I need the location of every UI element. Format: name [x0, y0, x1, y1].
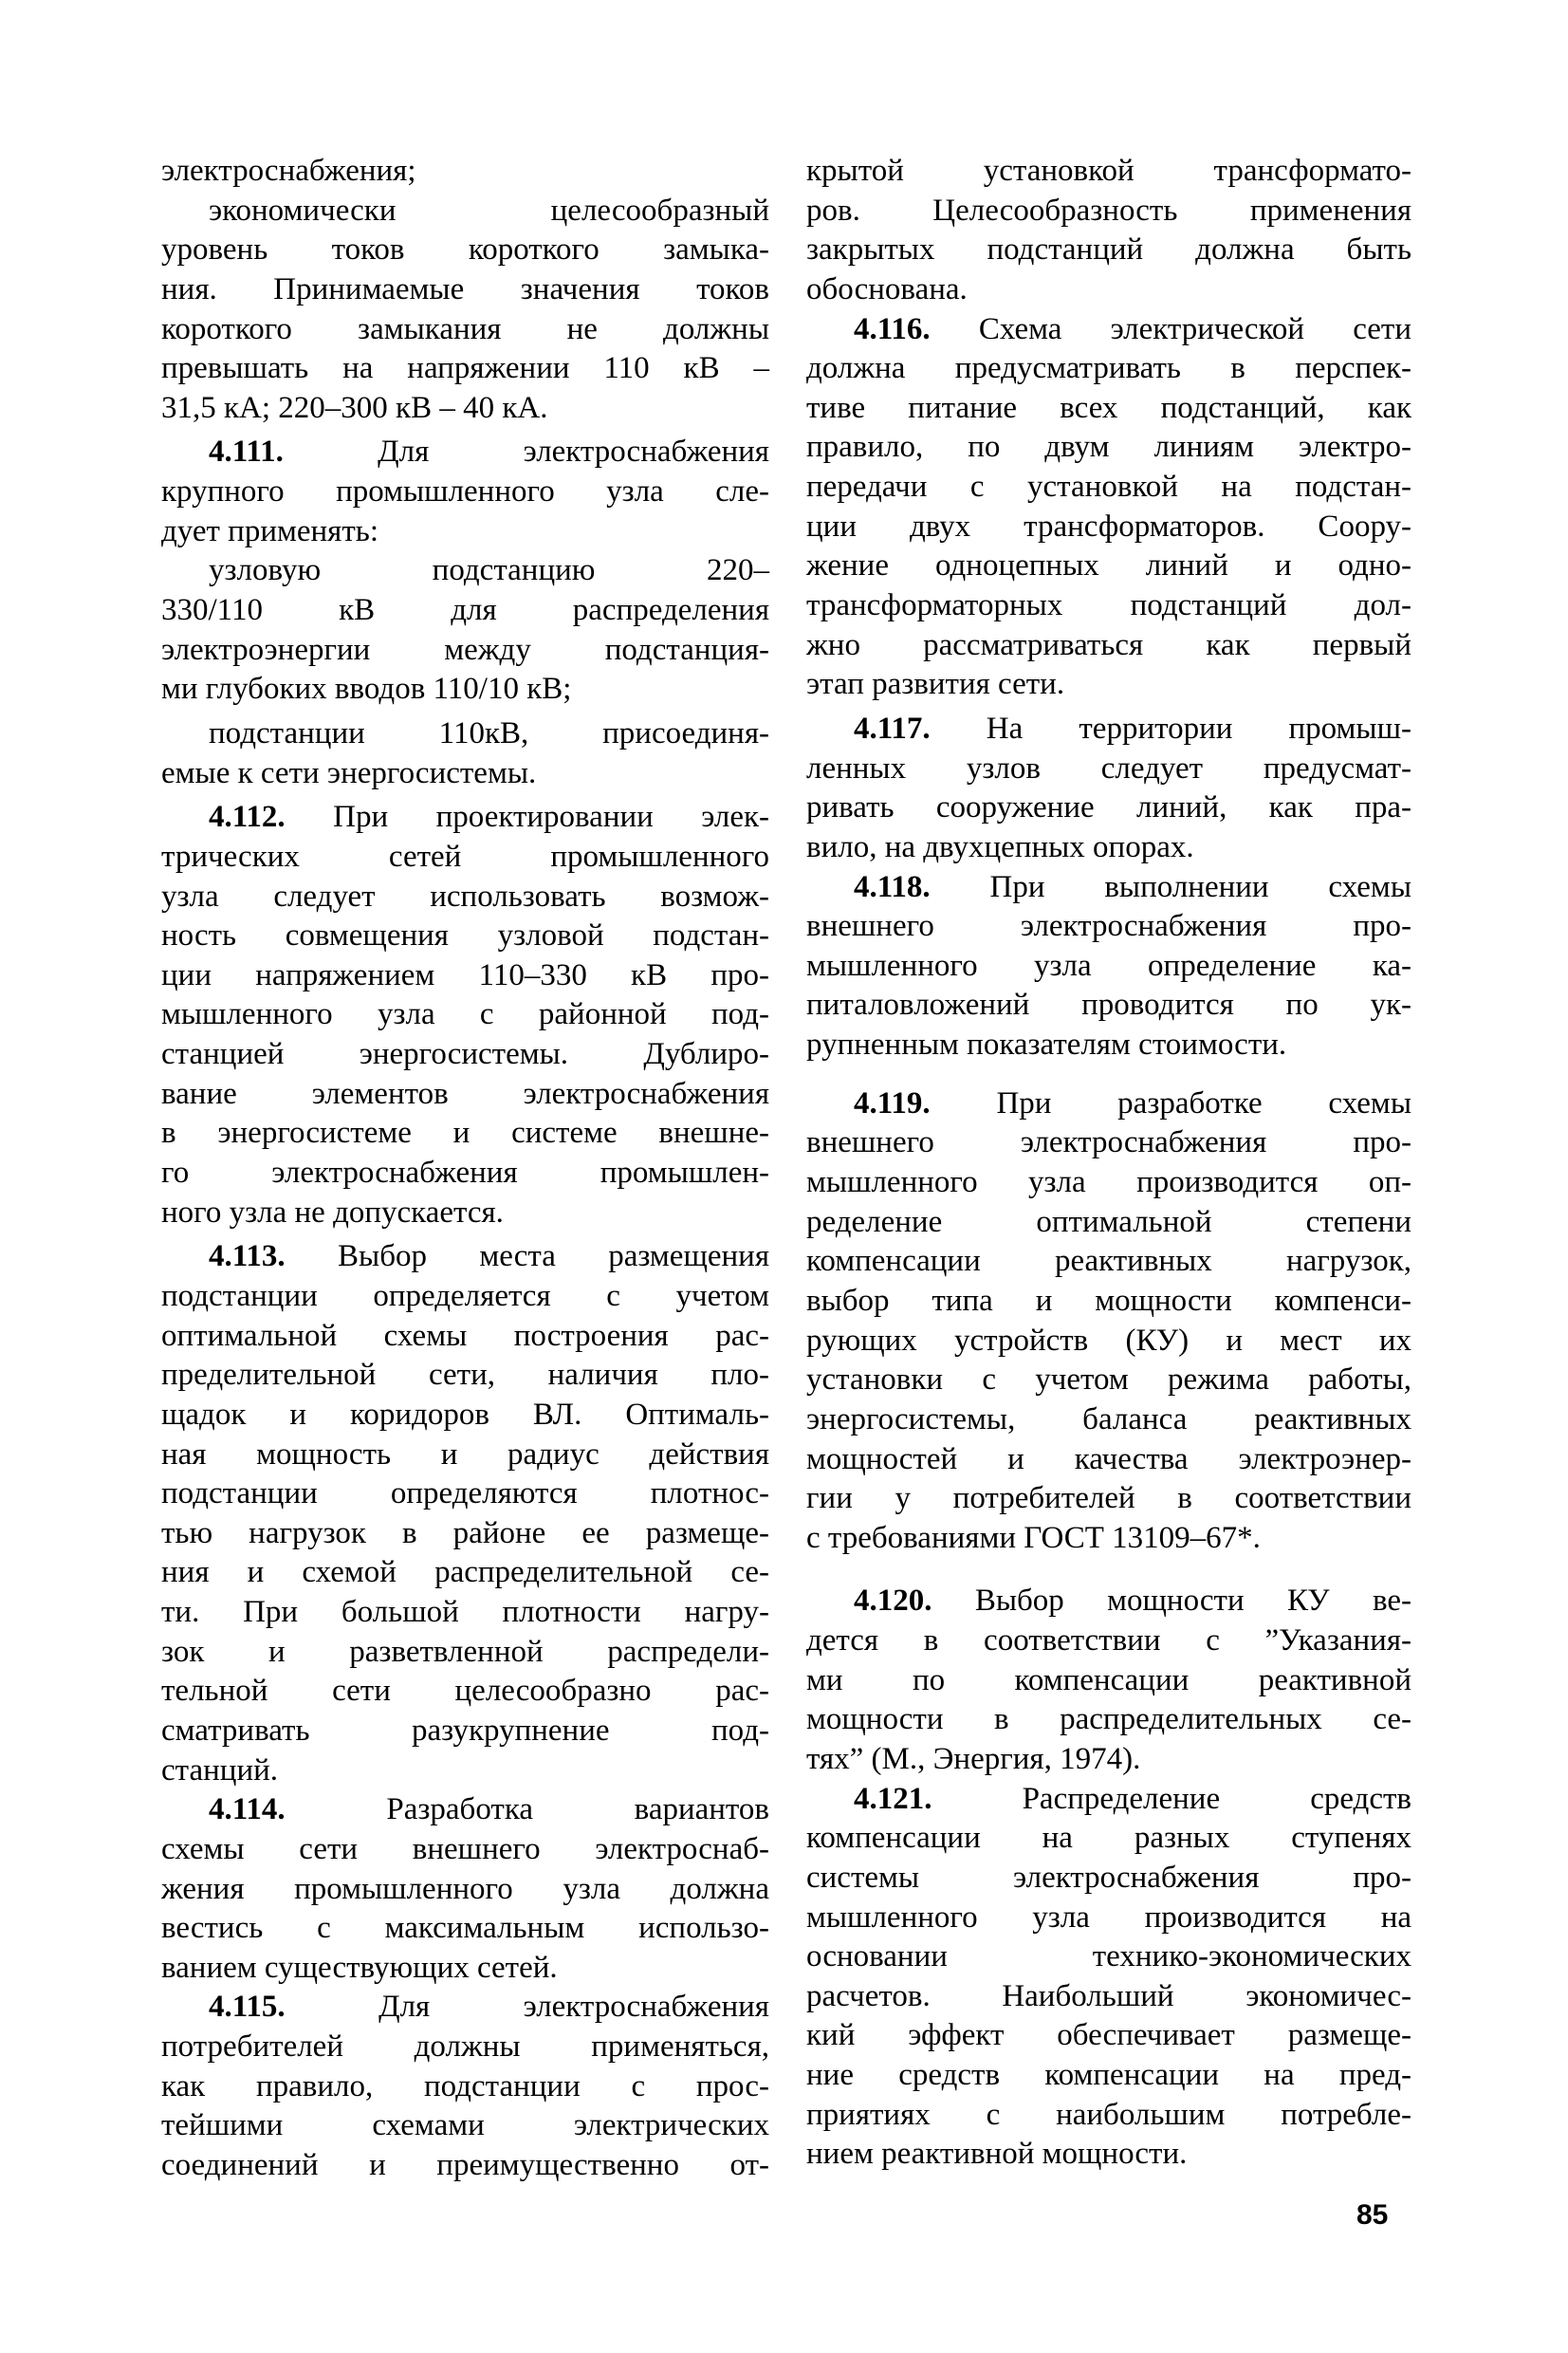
text-line — [806, 1400, 1411, 1440]
text-line — [806, 788, 1411, 828]
text-line — [806, 1582, 1411, 1621]
text-line — [161, 270, 769, 310]
line-text: компенсации на разных ступенях — [806, 1821, 1411, 1856]
line-text: трансформаторных подстанций дол- — [806, 588, 1411, 623]
text-line — [806, 2135, 1411, 2175]
clause-number: 4.118. — [854, 869, 931, 904]
line-text: энергосистемы, баланса реактивных — [806, 1401, 1411, 1436]
line-text: электроснабжения; — [161, 154, 416, 188]
line-text: короткого замыкания не должны — [161, 311, 769, 346]
text-line — [161, 231, 769, 270]
line-text: подстанции определяется с учетом — [161, 1278, 769, 1313]
line-text: мышленного узла определение ка- — [806, 948, 1411, 983]
line-text: передачи с установкой на подстан- — [806, 470, 1411, 505]
line-text: ми по компенсации реактивной — [806, 1662, 1411, 1697]
text-line — [806, 1440, 1411, 1480]
line-text: ти. При большой плотности нагру- — [161, 1595, 769, 1630]
text-line — [806, 986, 1411, 1026]
line-text: 330/110 кВ для распределения — [161, 593, 769, 628]
text-line — [806, 947, 1411, 987]
line-text: Выбор мощности КУ ве- — [932, 1584, 1411, 1619]
text-line — [161, 472, 769, 512]
line-text: На территории промыш- — [930, 711, 1411, 746]
line-text: При разработке схемы — [930, 1085, 1411, 1121]
line-text: этап развития сети. — [806, 667, 1065, 702]
text-line — [161, 838, 769, 878]
text-line — [806, 1084, 1411, 1124]
text-line — [806, 547, 1411, 586]
text-line — [806, 1700, 1411, 1740]
clause-number: 4.114. — [209, 1792, 286, 1827]
line-text: уровень токов короткого замыка- — [161, 232, 769, 268]
line-text: с требованиями ГОСТ 13109–67*. — [806, 1520, 1261, 1555]
text-line — [806, 1163, 1411, 1203]
line-text: ров. Целесообразность применения — [806, 193, 1411, 228]
left-column — [161, 152, 769, 2186]
line-text: ния. Принимаемые значения токов — [161, 271, 769, 306]
clause-number: 4.120. — [854, 1584, 932, 1619]
clause-number: 4.116. — [854, 311, 931, 346]
line-text: должна предусматривать в перспек- — [806, 351, 1411, 386]
line-text: компенсации реактивных нагрузок, — [806, 1244, 1411, 1279]
line-text: приятиях с наибольшим потребле- — [806, 2097, 1411, 2132]
text-line — [161, 1909, 769, 1949]
line-text: потребителей должны применяться, — [161, 2029, 769, 2065]
line-text: 31,5 кА; 220–300 кВ – 40 кА. — [161, 390, 548, 425]
text-line — [161, 1396, 769, 1436]
text-line — [161, 956, 769, 996]
line-text: тиве питание всех подстанций, как — [806, 390, 1411, 425]
text-line — [806, 508, 1411, 547]
text-line — [161, 995, 769, 1035]
line-text: станцией энергосистемы. Дублиро- — [161, 1037, 769, 1072]
line-text: мощности в распределительных се- — [806, 1702, 1411, 1737]
text-line — [806, 1361, 1411, 1400]
page-number: 85 — [1356, 2199, 1389, 2231]
line-text: узла следует использовать возмож- — [161, 879, 769, 914]
line-text: Для электроснабжения — [285, 1990, 769, 2025]
line-text: Для электроснабжения — [283, 435, 769, 470]
text-line — [161, 1712, 769, 1751]
text-line — [806, 1899, 1411, 1938]
line-text: питаловложений проводится по ук- — [806, 988, 1411, 1023]
text-line — [806, 349, 1411, 389]
text-line — [806, 2016, 1411, 2056]
line-text: пределительной сети, наличия пло- — [161, 1358, 769, 1393]
line-text: ная мощность и радиус действия — [161, 1436, 769, 1472]
line-text: При выполнении схемы — [930, 869, 1411, 904]
line-text: в энергосистеме и системе внешне- — [161, 1116, 769, 1151]
text-line — [161, 1830, 769, 1870]
text-line — [161, 1790, 769, 1830]
text-line — [161, 917, 769, 956]
line-text: внешнего электроснабжения про- — [806, 909, 1411, 944]
text-line — [161, 1277, 769, 1317]
text-line — [161, 2106, 769, 2146]
line-text: ределение оптимальной степени — [806, 1204, 1411, 1239]
line-text: Разработка вариантов — [285, 1792, 769, 1827]
text-line — [806, 192, 1411, 232]
line-text: нием реактивной мощности. — [806, 2137, 1188, 2172]
line-text: При проектировании элек- — [285, 800, 769, 835]
line-text: обоснована. — [806, 271, 968, 306]
text-line — [806, 2056, 1411, 2096]
text-line — [806, 231, 1411, 270]
text-line — [161, 631, 769, 671]
paragraph — [161, 152, 769, 192]
text-line — [806, 1937, 1411, 1977]
line-text: узловую подстанцию 220– — [209, 553, 769, 588]
text-line — [806, 626, 1411, 666]
line-text: станций. — [161, 1752, 279, 1788]
text-line — [161, 1075, 769, 1115]
paragraph — [806, 310, 1411, 705]
text-line — [161, 714, 769, 754]
line-text: дует применять: — [161, 513, 379, 548]
right-column — [806, 152, 1411, 2175]
line-text: жение одноцепных линий и одно- — [806, 548, 1411, 584]
text-line — [161, 1035, 769, 1075]
text-line — [806, 1819, 1411, 1859]
line-text: экономически целесообразный — [209, 193, 769, 228]
text-line — [806, 665, 1411, 705]
line-text: ции двух трансформаторов. Соору- — [806, 509, 1411, 544]
clause-number: 4.112. — [209, 800, 286, 835]
text-line — [161, 1672, 769, 1712]
line-text: подстанции определяются плотнос- — [161, 1476, 769, 1511]
paragraph — [161, 433, 769, 551]
text-line — [806, 389, 1411, 429]
line-text: ми глубоких вводов 110/10 кВ; — [161, 672, 572, 707]
line-text: мышленного узла производится на — [806, 1899, 1411, 1935]
text-line — [806, 1242, 1411, 1282]
line-text: Схема электрической сети — [930, 311, 1411, 346]
line-text: правило, по двум линиям электро- — [806, 430, 1411, 465]
line-text: вестись с максимальным использо- — [161, 1911, 769, 1946]
text-line — [161, 349, 769, 389]
line-text: основании технико-экономических — [806, 1939, 1411, 1974]
line-text: вило, на двухцепных опорах. — [806, 829, 1194, 864]
text-line — [806, 1780, 1411, 1820]
line-text: расчетов. Наибольший экономичес- — [806, 1978, 1411, 2013]
clause-number: 4.117. — [854, 711, 931, 746]
text-line — [161, 1514, 769, 1554]
line-text: электроэнергии между подстанция- — [161, 632, 769, 667]
line-text: превышать на напряжении 110 кВ – — [161, 351, 769, 386]
paragraph — [806, 1084, 1411, 1559]
clause-number: 4.111. — [209, 435, 284, 470]
text-line — [161, 1988, 769, 2028]
line-text: тейшими схемами электрических — [161, 2108, 769, 2143]
line-text: соединений и преимущественно от- — [161, 2148, 769, 2183]
text-line — [161, 1154, 769, 1194]
line-text: зок и разветвленной распредели- — [161, 1634, 769, 1669]
line-text: ции напряжением 110–330 кВ про- — [161, 957, 769, 992]
text-line — [161, 591, 769, 631]
line-text: крупного промышленного узла сле- — [161, 474, 769, 510]
line-text: крытой установкой трансформато- — [806, 154, 1411, 188]
text-line — [161, 551, 769, 591]
text-line — [161, 1356, 769, 1396]
text-line — [806, 1026, 1411, 1065]
line-text: выбор типа и мощности компенси- — [806, 1283, 1411, 1318]
text-line — [161, 389, 769, 429]
line-text: тельной сети целесообразно рас- — [161, 1674, 769, 1709]
line-text: сматривать разукрупнение под- — [161, 1713, 769, 1748]
line-text: закрытых подстанций должна быть — [806, 232, 1411, 268]
paragraph — [161, 798, 769, 1232]
text-line — [806, 428, 1411, 468]
text-line — [161, 754, 769, 794]
text-line — [806, 1479, 1411, 1519]
paragraph — [806, 710, 1411, 868]
text-line — [806, 1322, 1411, 1362]
text-line — [806, 868, 1411, 908]
line-text: трических сетей промышленного — [161, 839, 769, 874]
text-line — [806, 270, 1411, 310]
text-line — [161, 310, 769, 350]
line-text: схемы сети внешнего электроснаб- — [161, 1831, 769, 1866]
text-line — [806, 1621, 1411, 1661]
line-text: как правило, подстанции с прос- — [161, 2068, 769, 2103]
text-line — [806, 750, 1411, 789]
line-text: тях” (М., Энергия, 1974). — [806, 1741, 1141, 1776]
text-line — [806, 828, 1411, 868]
line-text: тью нагрузок в районе ее размеще- — [161, 1515, 769, 1550]
text-line — [806, 1859, 1411, 1899]
line-text: мощностей и качества электроэнер- — [806, 1441, 1411, 1476]
line-text: гии у потребителей в соответствии — [806, 1481, 1411, 1516]
paragraph — [806, 1582, 1411, 1779]
text-line — [806, 1519, 1411, 1559]
paragraph — [161, 551, 769, 710]
text-line — [161, 1593, 769, 1633]
text-line — [161, 1237, 769, 1277]
text-line — [161, 670, 769, 710]
text-line — [161, 1114, 769, 1154]
text-line — [161, 152, 769, 192]
text-line — [806, 2096, 1411, 2136]
line-text: установки с учетом режима работы, — [806, 1362, 1411, 1398]
line-text: мышленного узла производится оп- — [806, 1165, 1411, 1200]
text-line — [806, 1203, 1411, 1243]
line-text: жения промышленного узла должна — [161, 1871, 769, 1906]
text-line — [806, 1977, 1411, 2017]
clause-number: 4.115. — [209, 1990, 286, 2025]
text-line — [161, 433, 769, 472]
text-line — [806, 586, 1411, 626]
line-text: ность совмещения узловой подстан- — [161, 918, 769, 954]
text-line — [806, 710, 1411, 750]
text-line — [161, 1194, 769, 1233]
line-text: го электроснабжения промышлен- — [161, 1156, 769, 1191]
line-text: жно рассматриваться как первый — [806, 627, 1411, 662]
text-line — [806, 1123, 1411, 1163]
text-line — [161, 1751, 769, 1791]
line-text: оптимальной схемы построения рас- — [161, 1318, 769, 1353]
text-line — [161, 2028, 769, 2067]
line-text: рующих устройств (КУ) и мест их — [806, 1323, 1411, 1358]
line-text: ния и схемой распределительной се- — [161, 1555, 769, 1590]
paragraph — [806, 1780, 1411, 2175]
text-line — [806, 152, 1411, 192]
line-text: Выбор места размещения — [285, 1239, 769, 1274]
line-text: Распределение средств — [932, 1781, 1411, 1816]
text-line — [161, 2146, 769, 2186]
line-text: ванием существующих сетей. — [161, 1950, 558, 1985]
paragraph — [161, 1237, 769, 1790]
text-line — [161, 192, 769, 232]
text-line — [161, 1633, 769, 1673]
text-line — [161, 1317, 769, 1357]
paragraph — [161, 1790, 769, 1988]
text-line — [806, 1740, 1411, 1780]
paragraph — [806, 152, 1411, 310]
clause-number: 4.119. — [854, 1085, 931, 1121]
text-line — [161, 878, 769, 917]
text-line — [161, 2067, 769, 2107]
text-line — [161, 1949, 769, 1989]
text-line — [806, 468, 1411, 508]
text-line — [806, 1282, 1411, 1322]
clause-number: 4.121. — [854, 1781, 932, 1816]
text-line — [161, 1436, 769, 1475]
line-text: внешнего электроснабжения про- — [806, 1125, 1411, 1160]
line-text: мышленного узла с районной под- — [161, 997, 769, 1032]
text-line — [161, 512, 769, 552]
paragraph — [161, 192, 769, 429]
text-line — [806, 1661, 1411, 1701]
text-line — [806, 310, 1411, 350]
line-text: емые к сети энергосистемы. — [161, 755, 537, 790]
line-text: ние средств компенсации на пред- — [806, 2058, 1411, 2093]
text-line — [161, 1474, 769, 1514]
clause-number: 4.113. — [209, 1239, 286, 1274]
paragraph — [161, 1988, 769, 2185]
line-text: щадок и коридоров ВЛ. Оптималь- — [161, 1397, 769, 1432]
line-text: дется в соответствии с ”Указания- — [806, 1623, 1411, 1658]
paragraph — [806, 868, 1411, 1065]
line-text: подстанции 110кВ, присоединя- — [209, 715, 769, 750]
paragraph — [161, 714, 769, 793]
line-text: вание элементов электроснабжения — [161, 1076, 769, 1111]
text-line — [161, 1553, 769, 1593]
text-line — [806, 907, 1411, 947]
line-text: ного узла не допускается. — [161, 1195, 504, 1230]
text-line — [161, 1870, 769, 1910]
line-text: ривать сооружение линий, как пра- — [806, 790, 1411, 825]
line-text: рупненным показателям стоимости. — [806, 1028, 1287, 1063]
line-text: системы электроснабжения про- — [806, 1860, 1411, 1895]
text-line — [161, 798, 769, 838]
line-text: ленных узлов следует предусмат- — [806, 750, 1411, 786]
line-text: кий эффект обеспечивает размеще- — [806, 2018, 1411, 2053]
